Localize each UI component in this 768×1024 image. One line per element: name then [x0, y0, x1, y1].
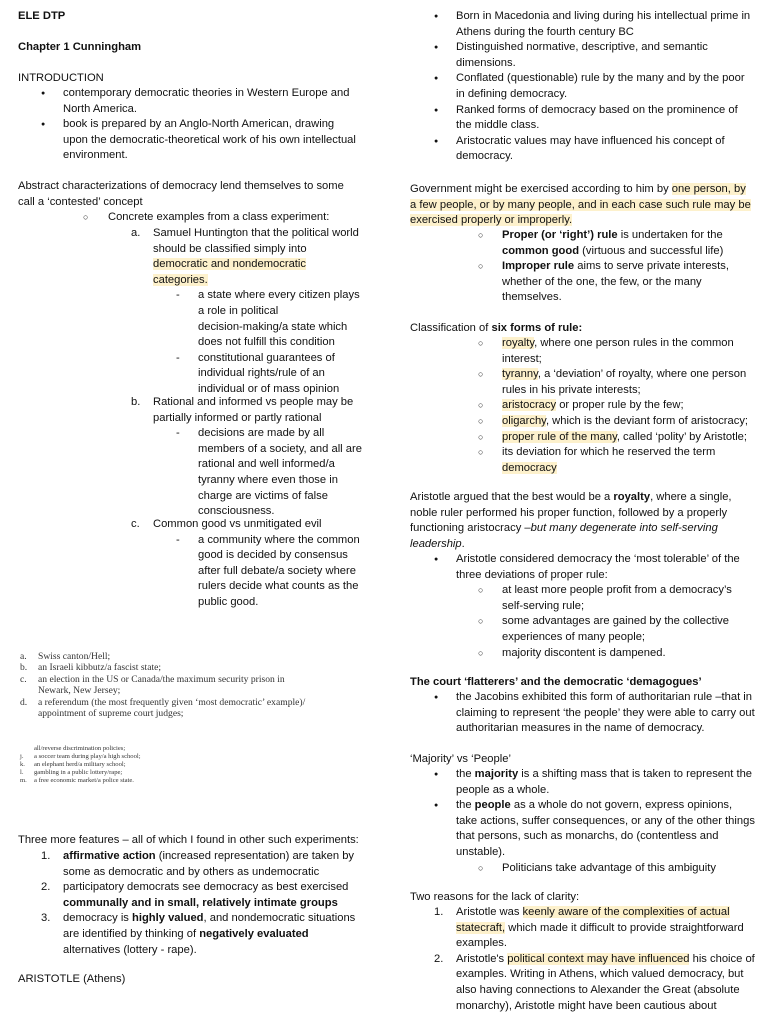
- list-item: 2. participatory democrats see democracy as best exercised communally and in small, relatively intimate groups: [41, 881, 349, 909]
- highlight: keenly aware of the complexities of actual: [522, 906, 730, 918]
- list-item: ● Aristotle considered democracy the ‘most tolerable’ of the three deviations of proper rule:: [434, 553, 740, 581]
- bullet-icon: ●: [434, 44, 439, 52]
- concrete-examples-item: ○ Concrete examples from a class experiment:: [83, 210, 329, 226]
- hollow-bullet-icon: ○: [478, 862, 484, 873]
- list-item: ● book is prepared by an Anglo-North American, drawing upon the democratic-theoretical work of his own intellectual environment.: [18, 117, 380, 164]
- list-item: ○ its deviation for which he reserved the term democracy: [478, 446, 716, 474]
- list-item: ○ tyranny, a ‘deviation’ of royalty, where one person rules in his private interests;: [478, 368, 747, 396]
- six-forms-list: [478, 336, 758, 476]
- highlight: categories.: [153, 273, 208, 286]
- list-item: ○ Improper rule aims to serve private interests, whether of the one, the few, or the many themselves.: [478, 260, 729, 304]
- list-item: 1. Aristotle was keenly aware of the complexities of actual statecraft, which made it difficult to provide straightforward examples.: [434, 906, 744, 950]
- bullet-icon: ●: [434, 802, 439, 810]
- highlight: statecraft,: [456, 921, 506, 934]
- list-item: ● the people as a whole do not govern, express opinions, take actions, suffer consequences, or any of the other things that persons, such as monarchs, do (contentless and unstable).: [434, 799, 755, 858]
- hollow-bullet-icon: ○: [478, 447, 484, 458]
- item-b: b. Rational and informed vs people may be partially informed or partly rational - decisions are made by all members of a society, and all are rational and well informed/a tyranny where even those in charge are victims of false consciousness.: [131, 396, 362, 518]
- list-item: ○ majority discontent is dampened.: [478, 646, 758, 662]
- highlight: royalty: [502, 337, 535, 349]
- hollow-bullet-icon: ○: [478, 400, 484, 411]
- hollow-bullet-icon: ○: [478, 431, 484, 442]
- list-item: ● contemporary democratic theories in Western Europe and North America.: [18, 86, 380, 117]
- list-item: 3. democracy is highly valued, and nondemocratic situations are identified by thinking of negatively evaluated alternatives (lottery - rape).: [41, 912, 356, 956]
- list-item: ○ Politicians take advantage of this ambiguity: [410, 861, 758, 877]
- bullet-icon: ●: [434, 137, 439, 145]
- item-a: a. Samuel Huntington that the political world should be classified simply into democratic and nondemocratic categories. - a state where every citizen plays a role in political decision-making/a state which does not fulfill this condition - constitutional guarantees of individual rights/rule of an individual or of mass opinion: [131, 227, 360, 395]
- list-item: ● Distinguished normative, descriptive, and semantic dimensions.: [434, 41, 708, 69]
- list-item: 1. affirmative action (increased representation) are taken by some as democratic and by others as undemocratic: [41, 850, 355, 878]
- hollow-bullet-icon: ○: [478, 369, 484, 380]
- two-reasons-heading: Two reasons for the lack of clarity:: [410, 891, 580, 903]
- hollow-bullet-icon: ○: [478, 261, 484, 272]
- list-item: ● Conflated (questionable) rule by the many and by the poor in defining democracy.: [434, 72, 745, 100]
- item-c: c. Common good vs unmitigated evil - a community where the common good is decided by consensus after full debate/a society where rulers decide what counts as the public good.: [131, 518, 360, 608]
- list-item: ○ royalty, where one person rules in the common interest;: [478, 337, 734, 365]
- highlight: democracy: [502, 461, 557, 474]
- classification-heading: Classification of six forms of rule:: [410, 322, 583, 334]
- rule-types-list: [478, 228, 758, 306]
- intro-bullet-list: [18, 86, 380, 164]
- abstract-paragraph: Abstract characterizations of democracy lend themselves to some call a ‘contested’ concept: [18, 180, 344, 208]
- majority-list: [410, 767, 758, 876]
- list-item: ○ Proper (or ‘right’) rule is undertaken for the common good (virtuous and successful life): [478, 229, 724, 257]
- bullet-icon: ●: [434, 694, 439, 701]
- highlight: tyranny: [502, 368, 538, 381]
- highlight: proper rule of the many: [502, 430, 617, 443]
- hollow-bullet-icon: ○: [478, 230, 484, 240]
- aristotle-bullets: [410, 9, 758, 165]
- features-list: [18, 849, 380, 958]
- intro-heading: INTRODUCTION: [18, 72, 104, 84]
- scanned-excerpt-image: a. Swiss canton/Hell; b. an Israeli kibbutz/a fascist state; c. an election in the US or Canada/the maximum security prison in Newark, New Jersey; d. a referendum (the most frequently given ‘most democratic’ example)/ appointment of supreme court judges;: [20, 651, 306, 720]
- government-paragraph: Government might be exercised according to him by one person, by a few people, or by many people, and in each case such rule may be exercised properly or improperly.: [410, 183, 751, 227]
- highlight: one person, by: [671, 183, 746, 195]
- bullet-icon: ●: [434, 771, 439, 778]
- tolerable-list: [410, 552, 758, 661]
- doc-title: ELE DTP: [18, 10, 66, 22]
- hollow-bullet-icon: ○: [478, 647, 484, 658]
- bullet-icon: ●: [434, 106, 439, 114]
- list-item: ● the majority is a shifting mass that is taken to represent the people as a whole.: [434, 768, 753, 796]
- aristotle-heading: ARISTOTLE (Athens): [18, 973, 126, 985]
- hollow-bullet-icon: ○: [83, 212, 89, 222]
- chapter-title: Chapter 1 Cunningham: [18, 41, 142, 53]
- highlight: exercised properly or improperly.: [410, 214, 573, 227]
- reasons-list: [410, 905, 758, 1014]
- list-item: ○ at least more people profit from a democracy’s self-serving rule;: [478, 584, 732, 612]
- highlight: aristocracy: [502, 399, 557, 412]
- list-item: ● Ranked forms of democracy based on the prominence of the middle class.: [434, 103, 738, 132]
- highlight: oligarchy: [502, 414, 546, 427]
- scanned-excerpt-image: all/reverse discrimination policies; j. a soccer team during play/a high school; k. an elephant herd/a military school; l. gambling in a public lottery/rape; m. a free economic market/a police state.: [20, 745, 141, 784]
- three-features-intro: Three more features – all of which I found in other such experiments:: [18, 834, 359, 846]
- highlight: political context may have influenced: [507, 952, 690, 965]
- list-item: ● Aristocratic values may have influenced his concept of democracy.: [434, 134, 725, 163]
- list-item: ● the Jacobins exhibited this form of authoritarian rule –that in claiming to represent ‘the people’ they were able to carry out authoritarian measures in the name of democracy.: [434, 691, 755, 735]
- list-item: ● Born in Macedonia and living during his intellectual prime in Athens during the fourth century BC: [434, 10, 751, 38]
- court-heading: The court ‘flatterers’ and the democratic ‘demagogues’: [410, 676, 702, 688]
- highlight: a few people, or by many people, and in each case such rule may be: [410, 198, 751, 211]
- list-item: 2. Aristotle's political context may have influenced his choice of examples. Writing in Athens, which valued democracy, but also having connections to Alexander the Great (absolute monarchy), Aristotle might have been cautious about: [434, 952, 755, 1012]
- hollow-bullet-icon: ○: [478, 616, 484, 627]
- list-item: ○ proper rule of the many, called ‘polity’ by Aristotle;: [478, 430, 758, 446]
- list-item: ○ aristocracy or proper rule by the few;: [478, 398, 758, 414]
- majority-heading: ‘Majority’ vs ‘People’: [410, 753, 511, 765]
- list-item: ○ some advantages are gained by the collective experiences of many people;: [478, 615, 730, 643]
- bullet-icon: ●: [434, 75, 439, 83]
- jacobins-list: [410, 690, 758, 737]
- bullet-icon: ●: [434, 13, 439, 20]
- hollow-bullet-icon: ○: [478, 338, 484, 348]
- hollow-bullet-icon: ○: [478, 585, 484, 596]
- bullet-icon: ●: [434, 556, 439, 563]
- list-item: ○ oligarchy, which is the deviant form of aristocracy;: [478, 414, 758, 430]
- aristotle-argued-paragraph: Aristotle argued that the best would be a royalty, where a single, noble ruler performed his proper function, followed by a properly functioning aristocracy –but many degenerate into self-serving leadership.: [410, 491, 732, 550]
- highlight: democratic and nondemocratic: [153, 258, 306, 271]
- hollow-bullet-icon: ○: [478, 415, 484, 426]
